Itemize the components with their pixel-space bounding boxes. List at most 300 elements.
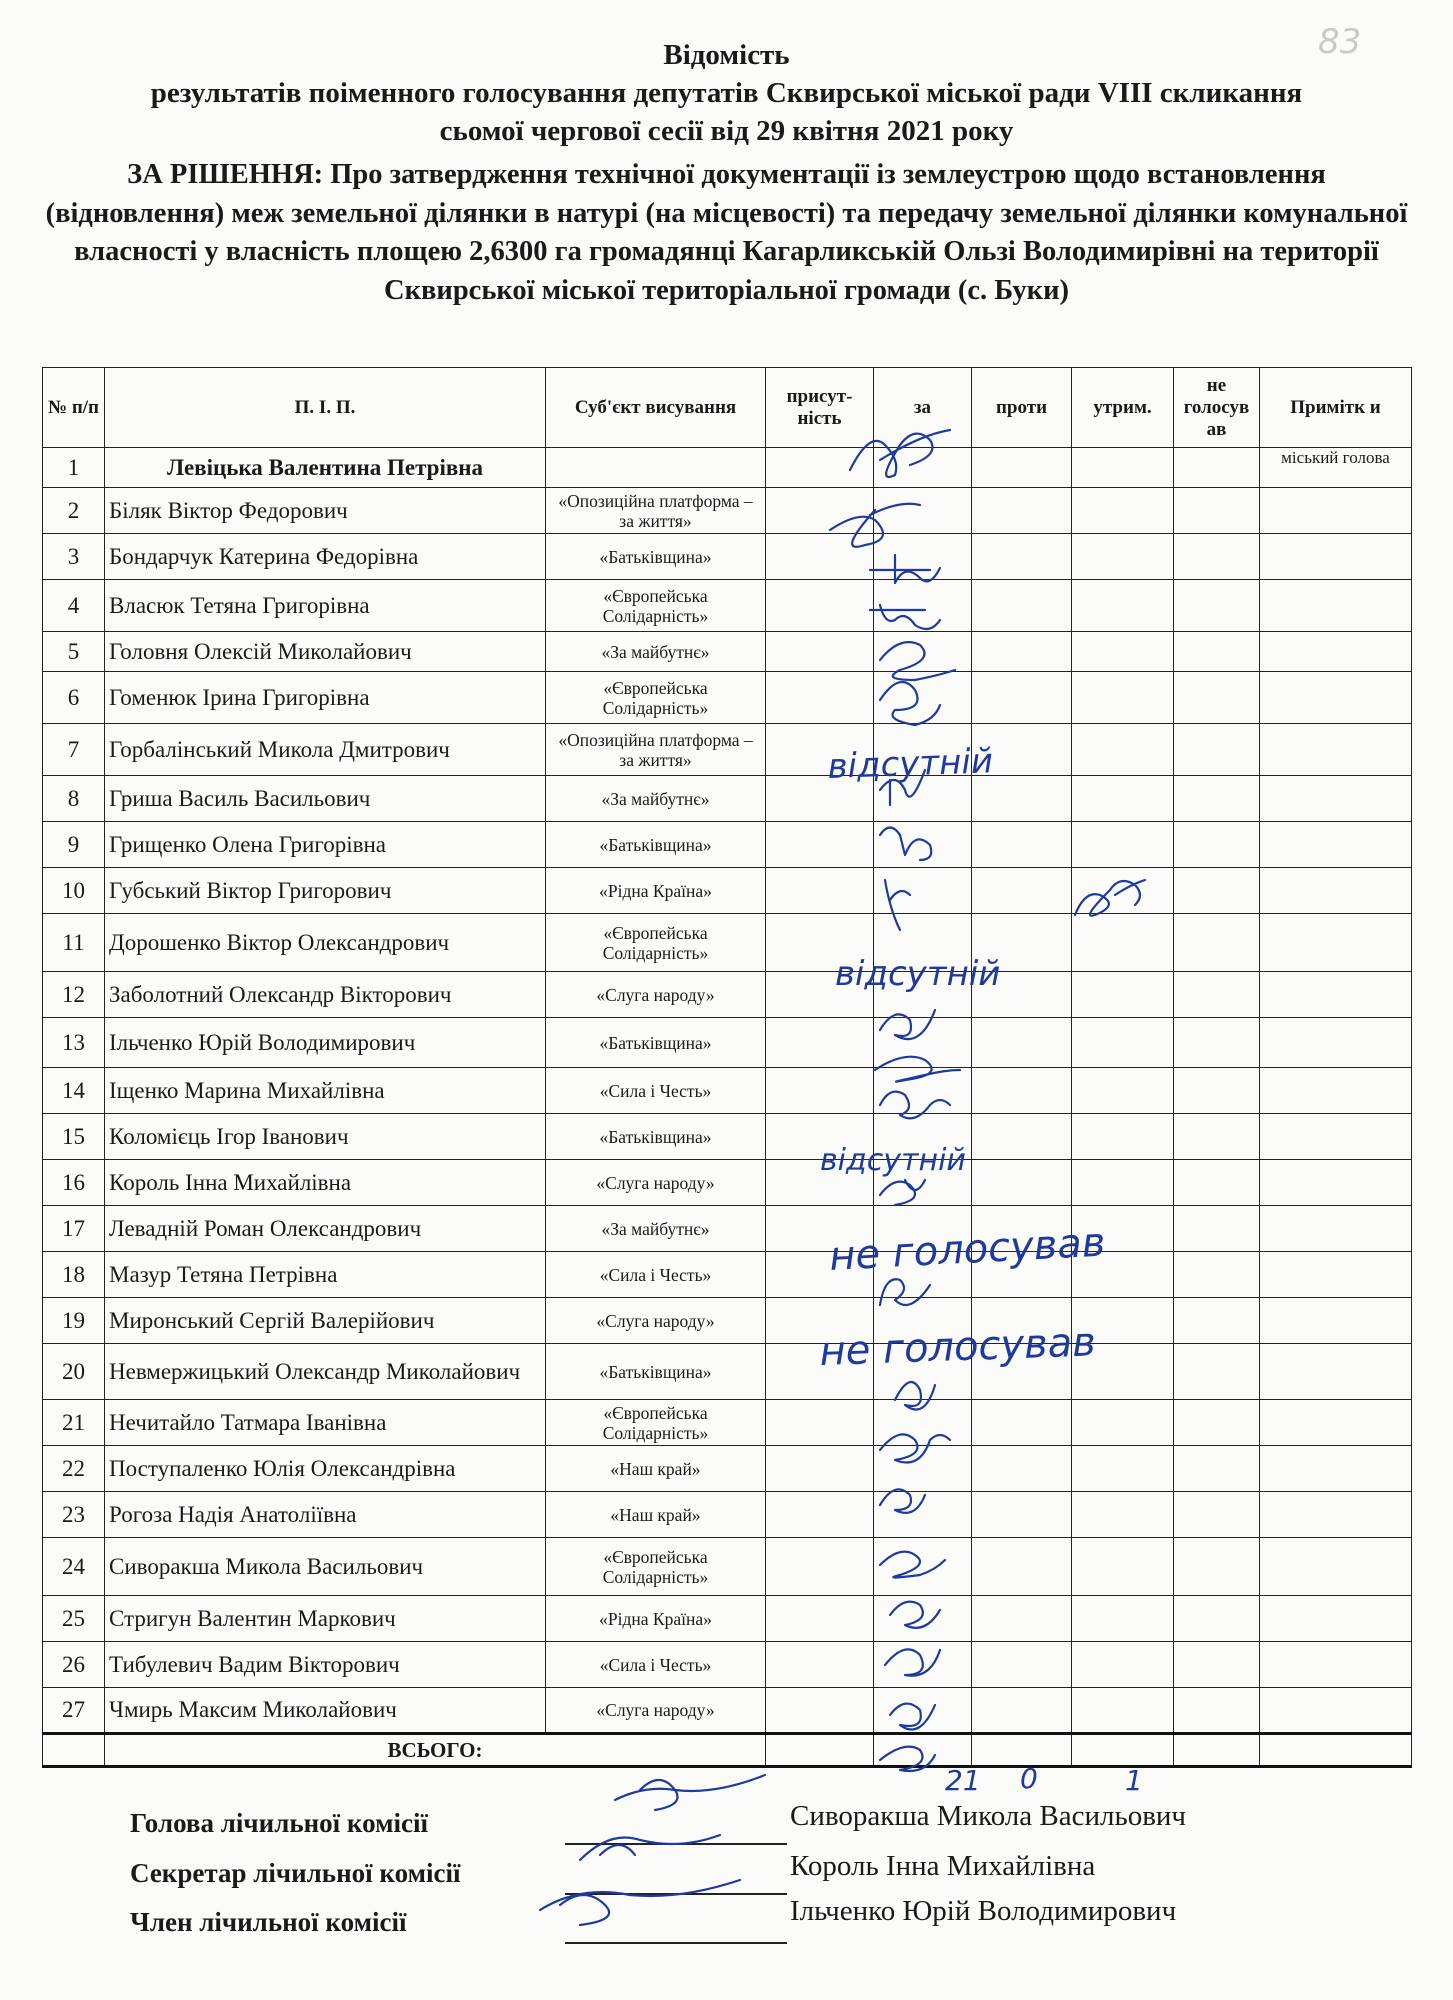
- abstain-cell: [1072, 914, 1174, 972]
- present-cell: [766, 672, 874, 724]
- party-cell: [546, 972, 766, 1018]
- table-row: [43, 632, 1412, 672]
- document-subtitle-2: сьомої чергової сесії від 29 квітня 2021 року: [439, 115, 1014, 147]
- total-row: [43, 1734, 1412, 1767]
- abstain-cell: [1072, 1344, 1174, 1400]
- note-cell: [1260, 914, 1412, 972]
- against-cell: [972, 776, 1072, 822]
- nominating-party: «Наш край»: [610, 1458, 701, 1479]
- col-against: проти: [972, 368, 1072, 448]
- for-cell: [874, 448, 972, 488]
- for-cell: [874, 1538, 972, 1596]
- signature-line: [565, 1942, 787, 1944]
- row-number: 14: [43, 1068, 105, 1114]
- row-number: 25: [43, 1596, 105, 1642]
- col-name: П. І. П.: [105, 368, 546, 448]
- against-cell: [972, 672, 1072, 724]
- abstain-cell: [1072, 534, 1174, 580]
- note-cell: [1260, 1446, 1412, 1492]
- abstain-cell: [1072, 1068, 1174, 1114]
- present-cell: [766, 822, 874, 868]
- not-voted-cell: [1174, 448, 1260, 488]
- not-voted-cell: [1174, 1068, 1260, 1114]
- deputy-name: Король Інна Михайлівна: [105, 1160, 546, 1206]
- deputy-name: Поступаленко Юлія Олександрівна: [105, 1446, 546, 1492]
- present-cell: [766, 1114, 874, 1160]
- nominating-party: «Сила і Честь»: [599, 1080, 712, 1101]
- against-cell: [972, 1688, 1072, 1734]
- party-cell: [546, 1400, 766, 1446]
- party-cell: [546, 1446, 766, 1492]
- deputy-name: Горбалінський Микола Дмитрович: [105, 724, 546, 776]
- present-cell: [766, 1596, 874, 1642]
- party-cell: [546, 1114, 766, 1160]
- signature-line: [565, 1843, 787, 1845]
- deputy-name: Коломієць Ігор Іванович: [105, 1114, 546, 1160]
- not-voted-cell: [1174, 822, 1260, 868]
- note-cell: [1260, 822, 1412, 868]
- deputy-name: Чмирь Максим Миколайович: [105, 1688, 546, 1734]
- nominating-party: «Батьківщина»: [599, 834, 712, 855]
- note-cell: [1260, 1492, 1412, 1538]
- against-cell: [972, 534, 1072, 580]
- party-cell: [546, 632, 766, 672]
- abstain-cell: [1072, 1688, 1174, 1734]
- for-cell: [874, 1114, 972, 1160]
- table-row: [43, 972, 1412, 1018]
- note-cell: [1260, 1538, 1412, 1596]
- row-number: 24: [43, 1538, 105, 1596]
- abstain-cell: [1072, 672, 1174, 724]
- present-cell: [766, 1400, 874, 1446]
- abstain-cell: [1072, 972, 1174, 1018]
- against-cell: [972, 1252, 1072, 1298]
- table-row: [43, 448, 1412, 488]
- note-cell: [1260, 1596, 1412, 1642]
- commission-member-label: Член лічильної комісії: [130, 1907, 407, 1937]
- not-voted-cell: [1174, 868, 1260, 914]
- abstain-cell: [1072, 1492, 1174, 1538]
- table-row: [43, 724, 1412, 776]
- abstain-cell: [1072, 1252, 1174, 1298]
- for-cell: [874, 534, 972, 580]
- not-voted-cell: [1174, 632, 1260, 672]
- present-cell: [766, 914, 874, 972]
- against-cell: [972, 914, 1072, 972]
- for-cell: [874, 580, 972, 632]
- against-cell: [972, 1642, 1072, 1688]
- abstain-cell: [1072, 1400, 1174, 1446]
- for-cell: [874, 724, 972, 776]
- note-cell: [1260, 1298, 1412, 1344]
- deputy-name: Головня Олексій Миколайович: [105, 632, 546, 672]
- present-cell: [766, 1642, 874, 1688]
- against-cell: [972, 822, 1072, 868]
- against-cell: [972, 1446, 1072, 1492]
- row-number: 26: [43, 1642, 105, 1688]
- for-cell: [874, 1018, 972, 1068]
- commission-head-label: Голова лічильної комісії: [130, 1808, 428, 1838]
- table-row: [43, 580, 1412, 632]
- against-cell: [972, 1160, 1072, 1206]
- table-row: [43, 534, 1412, 580]
- table-row: [43, 1492, 1412, 1538]
- not-voted-cell: [1174, 1538, 1260, 1596]
- not-voted-cell: [1174, 672, 1260, 724]
- party-cell: [546, 672, 766, 724]
- deputy-name: Миронський Сергій Валерійович: [105, 1298, 546, 1344]
- present-cell: [766, 776, 874, 822]
- table-row: [43, 914, 1412, 972]
- not-voted-cell: [1174, 1298, 1260, 1344]
- not-voted-cell: [1174, 534, 1260, 580]
- for-cell: [874, 1068, 972, 1114]
- abstain-cell: [1072, 1446, 1174, 1492]
- for-cell: [874, 1252, 972, 1298]
- against-cell: [972, 632, 1072, 672]
- against-cell: [972, 724, 1072, 776]
- row-number: 1: [43, 448, 105, 488]
- present-cell: [766, 632, 874, 672]
- row-number: 2: [43, 488, 105, 534]
- table-row: [43, 1018, 1412, 1068]
- table-row: [43, 488, 1412, 534]
- row-number: 23: [43, 1492, 105, 1538]
- deputy-name: Тибулевич Вадим Вікторович: [105, 1642, 546, 1688]
- note-cell: [1260, 580, 1412, 632]
- table-row: [43, 1114, 1412, 1160]
- deputy-name: Дорошенко Віктор Олександрович: [105, 914, 546, 972]
- against-cell: [972, 1068, 1072, 1114]
- not-voted-cell: [1174, 1642, 1260, 1688]
- deputy-name: Рогоза Надія Анатоліївна: [105, 1492, 546, 1538]
- abstain-cell: [1072, 488, 1174, 534]
- note-cell: [1260, 1206, 1412, 1252]
- total-against-value: 0: [1020, 1762, 1038, 1795]
- against-cell: [972, 1492, 1072, 1538]
- nominating-party: «Батьківщина»: [599, 1361, 712, 1382]
- abstain-cell: [1072, 868, 1174, 914]
- present-cell: [766, 1688, 874, 1734]
- nominating-party: «Наш край»: [610, 1504, 701, 1525]
- table-row: [43, 822, 1412, 868]
- note-cell: міський голова: [1260, 448, 1412, 488]
- not-voted-cell: [1174, 1688, 1260, 1734]
- col-party: Суб'єкт висування: [546, 368, 766, 448]
- row-number: 8: [43, 776, 105, 822]
- table-row: [43, 1206, 1412, 1252]
- nominating-party: «Слуга народу»: [596, 984, 715, 1005]
- against-cell: [972, 580, 1072, 632]
- deputy-name: Сиворакша Микола Васильович: [105, 1538, 546, 1596]
- commission-secretary-name: Король Інна Михайлівна: [790, 1850, 1096, 1882]
- table-row: [43, 1446, 1412, 1492]
- present-cell: [766, 1298, 874, 1344]
- row-number: 18: [43, 1252, 105, 1298]
- for-cell: [874, 1160, 972, 1206]
- note-cell: [1260, 1068, 1412, 1114]
- col-not-voted: не голосув ав: [1174, 368, 1260, 448]
- nominating-party: «Батьківщина»: [599, 1126, 712, 1147]
- not-voted-cell: [1174, 1252, 1260, 1298]
- against-cell: [972, 1596, 1072, 1642]
- against-cell: [972, 1114, 1072, 1160]
- not-voted-cell: [1174, 1492, 1260, 1538]
- deputy-name: Левадній Роман Олександрович: [105, 1206, 546, 1252]
- commission-head-name: Сиворакша Микола Васильович: [790, 1800, 1187, 1832]
- present-cell: [766, 1538, 874, 1596]
- deputy-name: Губський Віктор Григорович: [105, 868, 546, 914]
- total-for-value: 21: [945, 1764, 981, 1797]
- for-cell: [874, 1344, 972, 1400]
- abstain-cell: [1072, 1596, 1174, 1642]
- nominating-party: «Європейська Солідарність»: [602, 1402, 709, 1443]
- abstain-cell: [1072, 822, 1174, 868]
- note-cell: [1260, 534, 1412, 580]
- nominating-party: «Батьківщина»: [599, 1032, 712, 1053]
- party-cell: [546, 1642, 766, 1688]
- row-number: 22: [43, 1446, 105, 1492]
- row-number: 5: [43, 632, 105, 672]
- nominating-party: «За майбутнє»: [601, 788, 710, 809]
- nominating-party: «Слуга народу»: [596, 1310, 715, 1331]
- against-cell: [972, 1298, 1072, 1344]
- for-cell: [874, 914, 972, 972]
- signature: [615, 1775, 765, 1810]
- for-cell: [874, 1642, 972, 1688]
- table-row: [43, 1688, 1412, 1734]
- against-cell: [972, 1344, 1072, 1400]
- row-number: 11: [43, 914, 105, 972]
- deputy-name: Стригун Валентин Маркович: [105, 1596, 546, 1642]
- abstain-cell: [1072, 632, 1174, 672]
- row-number: 12: [43, 972, 105, 1018]
- not-voted-cell: [1174, 776, 1260, 822]
- for-cell: [874, 868, 972, 914]
- deputy-name: Біляк Віктор Федорович: [105, 488, 546, 534]
- signature-line: [565, 1893, 787, 1895]
- abstain-cell: [1072, 1114, 1174, 1160]
- abstain-cell: [1072, 580, 1174, 632]
- deputy-name: Мазур Тетяна Петрівна: [105, 1252, 546, 1298]
- against-cell: [972, 1400, 1072, 1446]
- document-title: Відомість: [663, 39, 790, 71]
- nominating-party: «Рідна Країна»: [599, 880, 712, 901]
- party-cell: [546, 776, 766, 822]
- abstain-cell: [1072, 724, 1174, 776]
- abstain-cell: [1072, 1298, 1174, 1344]
- party-cell: [546, 448, 766, 488]
- against-cell: [972, 448, 1072, 488]
- deputy-name: Грищенко Олена Григорівна: [105, 822, 546, 868]
- signature: [580, 1835, 720, 1860]
- note-cell: [1260, 632, 1412, 672]
- not-voted-cell: [1174, 580, 1260, 632]
- against-cell: [972, 1018, 1072, 1068]
- for-cell: [874, 1298, 972, 1344]
- note-cell: [1260, 1344, 1412, 1400]
- for-cell: [874, 1688, 972, 1734]
- present-cell: [766, 1492, 874, 1538]
- against-cell: [972, 1206, 1072, 1252]
- for-cell: [874, 672, 972, 724]
- present-cell: [766, 724, 874, 776]
- decision-subject: ЗА РІШЕННЯ: Про затвердження технічної документації із землеустрою щодо встановлення (відновлення) меж земельної ділянки в натурі (на місцевості) та передачу земельної ділянки комунальної власності у власність площею 2,6300 га громадянці Кагарликській Ользі Володимирівні на території Сквирської міської територіальної громади (с. Буки): [45, 159, 1408, 306]
- row-number: 21: [43, 1400, 105, 1446]
- deputy-name: Гоменюк Ірина Григорівна: [105, 672, 546, 724]
- party-cell: [546, 488, 766, 534]
- table-row: [43, 1596, 1412, 1642]
- present-cell: [766, 972, 874, 1018]
- nominating-party: «За майбутнє»: [601, 1218, 710, 1239]
- handwritten-absent: відсутній: [826, 741, 994, 787]
- handwritten-not-voted: не голосував: [828, 1219, 1107, 1280]
- for-cell: [874, 1206, 972, 1252]
- note-cell: [1260, 1400, 1412, 1446]
- table-row: [43, 868, 1412, 914]
- abstain-cell: [1072, 776, 1174, 822]
- deputy-name: Власюк Тетяна Григорівна: [105, 580, 546, 632]
- note-cell: [1260, 1688, 1412, 1734]
- commission-member-name: Ільченко Юрій Володимирович: [790, 1895, 1177, 1927]
- not-voted-cell: [1174, 724, 1260, 776]
- deputy-name: Заболотний Олександр Вікторович: [105, 972, 546, 1018]
- present-cell: [766, 448, 874, 488]
- for-cell: [874, 1400, 972, 1446]
- abstain-cell: [1072, 1206, 1174, 1252]
- not-voted-cell: [1174, 1114, 1260, 1160]
- row-number: 3: [43, 534, 105, 580]
- row-number: 10: [43, 868, 105, 914]
- note-cell: [1260, 868, 1412, 914]
- deputy-name: Нечитайло Татмара Іванівна: [105, 1400, 546, 1446]
- not-voted-cell: [1174, 1206, 1260, 1252]
- col-note: Примітк и: [1260, 368, 1412, 448]
- document-heading: [40, 36, 1413, 310]
- deputy-name: Гриша Василь Васильович: [105, 776, 546, 822]
- present-cell: [766, 534, 874, 580]
- for-cell: [874, 1596, 972, 1642]
- party-cell: [546, 534, 766, 580]
- party-cell: [546, 724, 766, 776]
- not-voted-cell: [1174, 972, 1260, 1018]
- row-number: 19: [43, 1298, 105, 1344]
- table-row: [43, 1400, 1412, 1446]
- abstain-cell: [1072, 1160, 1174, 1206]
- document-subtitle-1: результатів поіменного голосування депутатів Сквирської міської ради VIII скликання: [150, 77, 1303, 109]
- party-cell: [546, 1492, 766, 1538]
- party-cell: [546, 1068, 766, 1114]
- present-cell: [766, 488, 874, 534]
- present-cell: [766, 1344, 874, 1400]
- note-cell: [1260, 1160, 1412, 1206]
- party-cell: [546, 1018, 766, 1068]
- table-row: [43, 1068, 1412, 1114]
- against-cell: [972, 868, 1072, 914]
- voting-table: [42, 367, 1412, 1768]
- col-num: № п/п: [43, 368, 105, 448]
- against-cell: [972, 488, 1072, 534]
- party-cell: [546, 822, 766, 868]
- table-row: [43, 1160, 1412, 1206]
- signature: [540, 1880, 740, 1925]
- party-cell: [546, 1298, 766, 1344]
- note-cell: [1260, 776, 1412, 822]
- present-cell: [766, 1252, 874, 1298]
- table-row: [43, 1344, 1412, 1400]
- note-cell: [1260, 672, 1412, 724]
- not-voted-cell: [1174, 1596, 1260, 1642]
- row-number: 27: [43, 1688, 105, 1734]
- not-voted-cell: [1174, 1344, 1260, 1400]
- party-cell: [546, 914, 766, 972]
- party-cell: [546, 1688, 766, 1734]
- deputy-name: Левіцька Валентина Петрівна: [105, 448, 546, 488]
- for-cell: [874, 822, 972, 868]
- col-present: присут-ність: [766, 368, 874, 448]
- row-number: 13: [43, 1018, 105, 1068]
- row-number: 6: [43, 672, 105, 724]
- present-cell: [766, 580, 874, 632]
- for-cell: [874, 1492, 972, 1538]
- present-cell: [766, 1018, 874, 1068]
- note-cell: [1260, 972, 1412, 1018]
- abstain-cell: [1072, 1538, 1174, 1596]
- handwritten-absent: відсутній: [820, 1143, 966, 1178]
- handwritten-absent: відсутній: [835, 954, 1001, 994]
- against-cell: [972, 1538, 1072, 1596]
- for-cell: [874, 632, 972, 672]
- nominating-party: «За майбутнє»: [601, 641, 710, 662]
- col-for: за: [874, 368, 972, 448]
- for-cell: [874, 776, 972, 822]
- party-cell: [546, 1206, 766, 1252]
- nominating-party: «Рідна Країна»: [599, 1608, 712, 1629]
- present-cell: [766, 1206, 874, 1252]
- note-cell: [1260, 488, 1412, 534]
- table-row: [43, 672, 1412, 724]
- col-abstain: утрим.: [1072, 368, 1174, 448]
- note-cell: [1260, 1018, 1412, 1068]
- table-row: [43, 1642, 1412, 1688]
- for-cell: [874, 1446, 972, 1492]
- total-abstain-value: 1: [1125, 1764, 1143, 1797]
- row-number: 9: [43, 822, 105, 868]
- abstain-cell: [1072, 1018, 1174, 1068]
- nominating-party: «Європейська Солідарність»: [602, 1546, 709, 1587]
- party-cell: [546, 1344, 766, 1400]
- table-row: [43, 1252, 1412, 1298]
- row-number: 20: [43, 1344, 105, 1400]
- not-voted-cell: [1174, 488, 1260, 534]
- present-cell: [766, 868, 874, 914]
- not-voted-cell: [1174, 1446, 1260, 1492]
- deputy-name: Іщенко Марина Михайлівна: [105, 1068, 546, 1114]
- party-cell: [546, 868, 766, 914]
- table-row: [43, 1538, 1412, 1596]
- nominating-party: «Сила і Честь»: [599, 1264, 712, 1285]
- nominating-party: «Слуга народу»: [596, 1172, 715, 1193]
- nominating-party: «Опозиційна платформа – за життя»: [558, 490, 753, 531]
- nominating-party: «Європейська Солідарність»: [602, 922, 709, 963]
- handwritten-not-voted: не голосував: [818, 1319, 1097, 1375]
- table-row: [43, 1298, 1412, 1344]
- deputy-name: Невмержицький Олександр Миколайович: [105, 1344, 546, 1400]
- nominating-party: «Європейська Солідарність»: [602, 585, 709, 626]
- for-cell: [874, 488, 972, 534]
- page-number: 83: [1318, 22, 1362, 62]
- not-voted-cell: [1174, 1160, 1260, 1206]
